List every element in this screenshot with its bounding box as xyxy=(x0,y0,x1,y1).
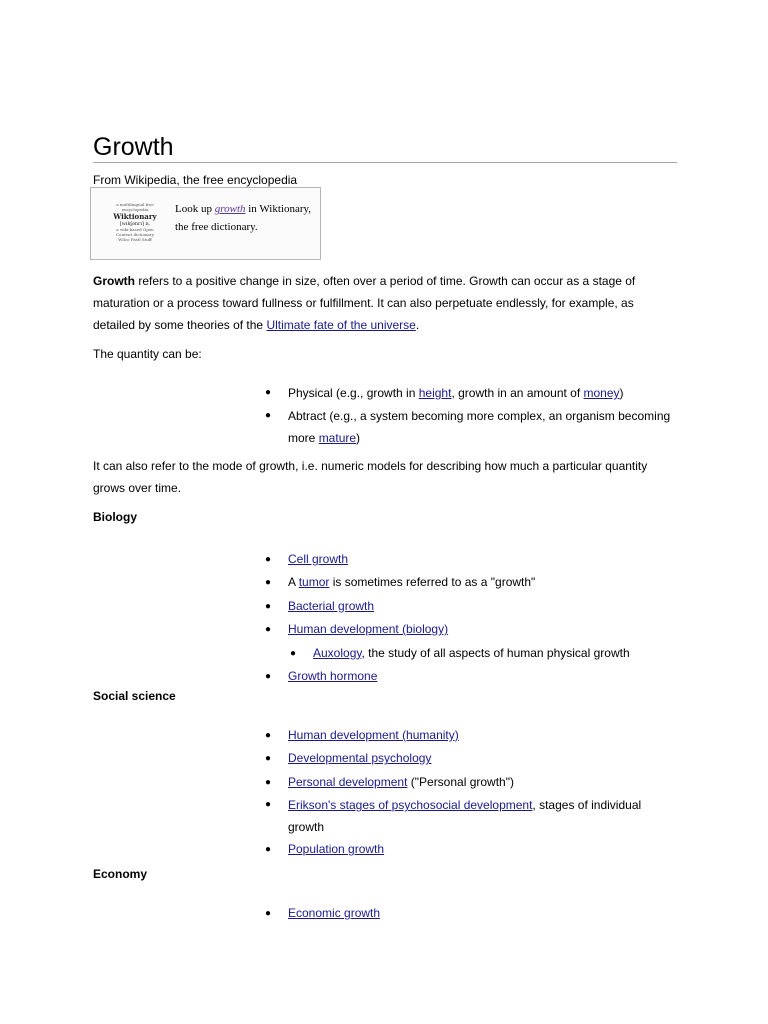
bullet-icon: ● xyxy=(265,600,272,612)
list-item xyxy=(93,642,677,665)
mature-link[interactable]: mature xyxy=(318,431,357,445)
human-development-humanity-link[interactable]: Human development (humanity) xyxy=(288,728,459,742)
wiktionary-term-link[interactable]: growth xyxy=(214,203,246,215)
wiktionary-logo-icon[interactable] xyxy=(113,202,157,246)
list-item xyxy=(93,794,677,838)
auxology-link[interactable]: Auxology xyxy=(313,645,362,660)
quantity-item-text: ) xyxy=(356,431,361,445)
bullet-icon: ● xyxy=(265,776,272,788)
wiktionary-logo-name: Wiktionary xyxy=(113,212,157,221)
economic-growth-link[interactable]: Economic growth xyxy=(288,906,381,920)
bacterial-growth-link[interactable]: Bacterial growth xyxy=(288,598,375,613)
list-item xyxy=(93,571,677,594)
developmental-psychology-link[interactable]: Developmental psychology xyxy=(288,751,432,766)
quantity-list xyxy=(93,382,677,449)
bullet-icon: ● xyxy=(265,908,272,919)
wiktionary-box xyxy=(90,187,321,260)
bullet-icon: ● xyxy=(290,647,297,659)
list-item xyxy=(93,838,677,861)
list-item xyxy=(93,665,677,688)
biology-list xyxy=(93,548,677,688)
bullet-icon: ● xyxy=(265,387,272,398)
list-item xyxy=(93,902,677,925)
social-science-list xyxy=(93,724,677,862)
bullet-icon: ● xyxy=(265,410,272,421)
biology-heading: Biology xyxy=(93,510,137,524)
mode-paragraph: It can also refer to the mode of growth, i.e. numeric models for describing how much a particular quantity grows over time. xyxy=(93,459,648,495)
erikson-stages-link[interactable]: Erikson's stages of psychosocial development xyxy=(288,798,533,813)
wiktionary-lookup-text xyxy=(175,200,315,236)
social-science-heading: Social science xyxy=(93,689,176,703)
bullet-icon: ● xyxy=(265,844,272,856)
intro-text: refers to a positive change in size, often over a period of time. Growth can occur as a stage of maturation or a process toward fullness or fulfillment. It can also perpetuate endlessly, for example, as detailed by some theories of the xyxy=(93,274,636,332)
item-text: ("Personal growth") xyxy=(407,774,514,789)
quantity-item-text: Abtract (e.g., a system becoming more complex, an organism becoming more xyxy=(288,409,671,445)
tumor-link[interactable]: tumor xyxy=(298,575,330,590)
list-item xyxy=(93,548,677,571)
intro-paragraph xyxy=(93,270,677,336)
bullet-icon: ● xyxy=(265,799,272,811)
intro-end: . xyxy=(415,318,420,332)
cell-growth-link[interactable]: Cell growth xyxy=(288,552,349,566)
bullet-icon: ● xyxy=(265,671,272,683)
population-growth-link[interactable]: Population growth xyxy=(288,842,385,857)
item-text: , the study of all aspects of human physical growth xyxy=(361,645,630,660)
quantity-intro: The quantity can be: xyxy=(93,347,202,361)
item-text: A xyxy=(288,575,299,590)
wiktionary-logo-extra: Wilco Fastl Stuff xyxy=(118,237,152,242)
economy-heading: Economy xyxy=(93,867,148,881)
item-text: is sometimes referred to as a "growth" xyxy=(329,575,536,590)
quantity-item-text: Physical (e.g., growth in xyxy=(288,386,419,400)
list-item xyxy=(93,771,677,794)
ultimate-fate-link[interactable]: Ultimate fate of the universe xyxy=(266,318,416,332)
wiktionary-logo-pronunciation: [wɪkʃənrɪ] n. xyxy=(119,221,151,227)
intro-bold-term: Growth xyxy=(93,274,135,288)
bullet-icon: ● xyxy=(265,753,272,765)
bullet-icon: ● xyxy=(265,577,272,589)
wiktionary-text-before: Look up xyxy=(175,203,215,215)
quantity-item-text: , growth in an amount of xyxy=(451,386,584,400)
bullet-icon: ● xyxy=(265,554,272,565)
wiktionary-logo-definition: a wiki-based Open Content dictionary xyxy=(116,227,154,237)
growth-hormone-link[interactable]: Growth hormone xyxy=(288,669,378,684)
personal-development-link[interactable]: Personal development xyxy=(288,774,408,789)
item-text: , stages of individual growth xyxy=(288,798,642,835)
title-divider xyxy=(93,162,677,163)
quantity-item-text: ) xyxy=(619,386,624,400)
list-item xyxy=(93,382,677,404)
bullet-icon: ● xyxy=(265,730,272,741)
page-title: Growth xyxy=(93,133,174,161)
list-item xyxy=(93,724,677,747)
bullet-icon: ● xyxy=(265,624,272,636)
list-item xyxy=(93,405,677,449)
money-link[interactable]: money xyxy=(583,386,620,400)
wiktionary-logo-tagline: a multilingual free encyclopedia xyxy=(116,202,154,212)
economy-list xyxy=(93,902,677,925)
human-development-biology-link[interactable]: Human development (biology) xyxy=(288,622,449,637)
list-item xyxy=(93,747,677,770)
list-item xyxy=(93,618,677,641)
height-link[interactable]: height xyxy=(418,386,452,400)
wiktionary-text-after: in Wiktionary, the free dictionary. xyxy=(175,203,312,233)
list-item xyxy=(93,595,677,618)
page-subtitle: From Wikipedia, the free encyclopedia xyxy=(93,173,298,187)
